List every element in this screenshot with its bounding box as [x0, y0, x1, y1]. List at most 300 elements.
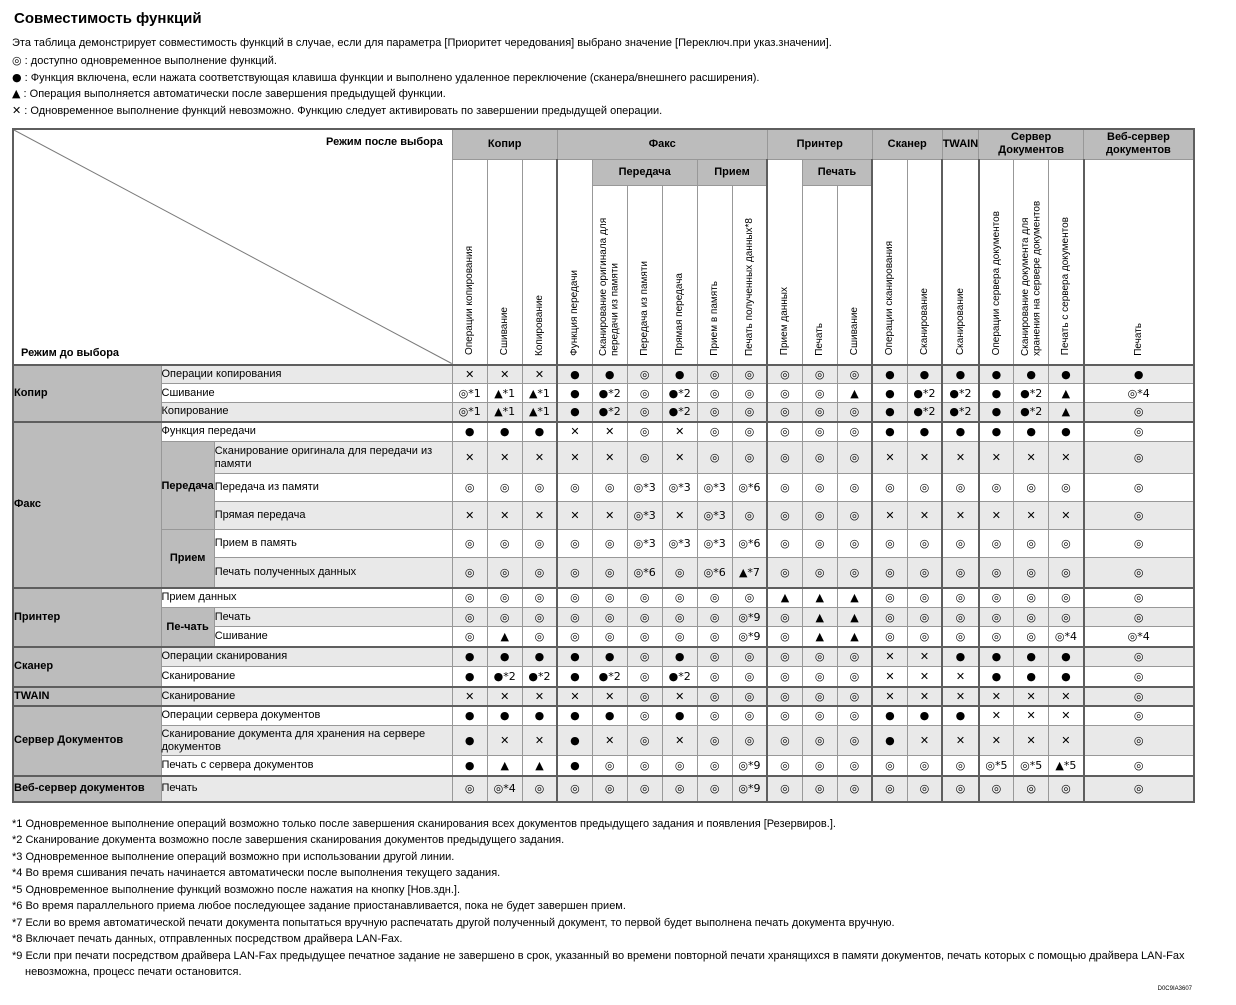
matrix-cell: ◎	[557, 627, 592, 647]
matrix-cell: ◎	[662, 756, 697, 776]
matrix-cell: ◎	[697, 627, 732, 647]
matrix-cell: ●	[452, 726, 487, 756]
matrix-cell: ●	[522, 422, 557, 442]
matrix-cell: ✕	[979, 687, 1014, 706]
matrix-cell: ◎	[662, 776, 697, 802]
matrix-cell: ◎	[1049, 588, 1084, 608]
matrix-cell: ✕	[1049, 502, 1084, 530]
matrix-cell: ◎	[732, 687, 767, 706]
matrix-cell: ◎	[627, 403, 662, 422]
matrix-cell: ✕	[1049, 442, 1084, 474]
matrix-cell: ◎	[907, 627, 942, 647]
matrix-cell: ●*2	[522, 667, 557, 687]
matrix-cell: ◎	[452, 776, 487, 802]
matrix-cell: ▲	[487, 627, 522, 647]
table-row	[13, 726, 1194, 756]
matrix-cell: ◎	[767, 776, 802, 802]
matrix-cell: ●	[557, 726, 592, 756]
matrix-cell: ◎	[522, 627, 557, 647]
matrix-cell: ◎*4	[487, 776, 522, 802]
legend-separator: :	[21, 71, 31, 84]
matrix-cell: ✕	[1014, 687, 1049, 706]
matrix-cell: ◎	[837, 365, 872, 384]
legend	[12, 53, 1226, 119]
matrix-cell: ◎	[837, 647, 872, 667]
matrix-cell: ●	[942, 365, 978, 384]
matrix-cell: ◎	[627, 627, 662, 647]
legend-symbol: ◎	[12, 54, 22, 67]
matrix-cell: ◎	[767, 474, 802, 502]
column-label	[452, 159, 487, 365]
table-row	[13, 365, 1194, 384]
matrix-cell: ✕	[522, 687, 557, 706]
row-label: Операции копирования	[161, 365, 452, 384]
column-label-text: Печать	[1132, 322, 1144, 356]
table-header	[13, 129, 1194, 365]
legend-separator: :	[21, 55, 31, 67]
matrix-cell: ◎	[697, 647, 732, 667]
matrix-cell: ✕	[487, 502, 522, 530]
matrix-cell: ✕	[1014, 502, 1049, 530]
matrix-cell: ◎	[907, 474, 942, 502]
matrix-cell: ▲*1	[487, 384, 522, 403]
matrix-cell: ◎	[557, 776, 592, 802]
row-label: Копирование	[161, 403, 452, 422]
legend-item	[12, 53, 1226, 70]
column-group-header: Сканер	[872, 129, 942, 159]
matrix-cell: ◎	[872, 627, 907, 647]
row-label: Прямая передача	[214, 502, 452, 530]
column-label-text: Прием данных	[779, 287, 791, 356]
matrix-cell: ◎	[979, 608, 1014, 627]
matrix-cell: ◎	[1049, 558, 1084, 588]
matrix-cell: ▲	[802, 627, 837, 647]
footnote-item: *4 Во время сшивания печать начинается автоматически после выполнения текущего задания.	[12, 867, 501, 879]
matrix-cell: ◎	[627, 442, 662, 474]
matrix-cell: ●	[592, 365, 627, 384]
matrix-cell: ◎	[802, 756, 837, 776]
matrix-cell: ✕	[452, 442, 487, 474]
row-label: Печать с сервера документов	[161, 756, 452, 776]
column-label	[627, 185, 662, 365]
matrix-cell: ◎	[802, 384, 837, 403]
column-label	[1014, 159, 1049, 365]
matrix-cell: ◎	[697, 403, 732, 422]
matrix-cell: ◎	[627, 608, 662, 627]
column-label	[487, 159, 522, 365]
matrix-cell: ◎	[1084, 726, 1194, 756]
matrix-cell: ◎	[1084, 422, 1194, 442]
matrix-cell: ●	[1014, 667, 1049, 687]
row-label: Сшивание	[161, 384, 452, 403]
matrix-cell: ◎	[732, 706, 767, 726]
header-row-groups	[13, 129, 1194, 159]
matrix-cell: ◎	[592, 474, 627, 502]
matrix-cell: ●*2	[592, 403, 627, 422]
column-group-header: TWAIN	[942, 129, 978, 159]
matrix-cell: ▲	[1049, 403, 1084, 422]
matrix-cell: ◎	[837, 726, 872, 756]
matrix-cell: ●*2	[907, 403, 942, 422]
column-label-text: Передача из памяти	[638, 260, 650, 356]
matrix-cell: ◎	[662, 627, 697, 647]
matrix-cell: ●	[452, 756, 487, 776]
matrix-cell: ◎	[979, 474, 1014, 502]
column-label	[662, 185, 697, 365]
matrix-cell: ✕	[487, 726, 522, 756]
matrix-cell: ✕	[557, 687, 592, 706]
matrix-cell: ◎	[802, 365, 837, 384]
matrix-cell: ◎	[837, 706, 872, 726]
matrix-cell: ✕	[557, 502, 592, 530]
matrix-cell: ◎	[1049, 776, 1084, 802]
matrix-cell: ◎*9	[732, 776, 767, 802]
matrix-cell: ◎	[767, 442, 802, 474]
matrix-cell: ◎	[592, 608, 627, 627]
matrix-cell: ✕	[522, 365, 557, 384]
matrix-cell: ◎*6	[732, 530, 767, 558]
row-group-header: Сервер Документов	[13, 706, 161, 776]
column-label-text: Сшивание	[848, 307, 860, 356]
matrix-cell: ◎	[872, 756, 907, 776]
row-label: Печать полученных данных	[214, 558, 452, 588]
matrix-cell: ◎	[802, 726, 837, 756]
matrix-cell: ▲	[837, 588, 872, 608]
corner-top-label: Режим после выбора	[326, 136, 443, 148]
column-group-header: Копир	[452, 129, 557, 159]
column-group-header: Веб-сервер документов	[1084, 129, 1194, 159]
page-title: Совместимость функций	[14, 10, 202, 27]
matrix-cell: ✕	[1014, 442, 1049, 474]
matrix-cell: ◎	[942, 558, 978, 588]
matrix-cell: ✕	[979, 706, 1014, 726]
matrix-cell: ✕	[522, 502, 557, 530]
column-label	[942, 159, 978, 365]
matrix-cell: ◎	[802, 687, 837, 706]
legend-item	[12, 70, 1226, 87]
matrix-cell: ●*2	[907, 384, 942, 403]
matrix-cell: ◎	[627, 756, 662, 776]
matrix-cell: ◎	[1084, 608, 1194, 627]
matrix-cell: ●	[872, 384, 907, 403]
table-row	[13, 687, 1194, 706]
matrix-cell: ●	[592, 647, 627, 667]
column-label	[802, 185, 837, 365]
column-label-text: Сшивание	[498, 307, 510, 356]
matrix-cell: ◎	[837, 667, 872, 687]
matrix-cell: ◎	[1014, 608, 1049, 627]
matrix-cell: ◎	[697, 726, 732, 756]
matrix-cell: ✕	[872, 647, 907, 667]
matrix-cell: ●	[907, 706, 942, 726]
matrix-cell: ●	[979, 647, 1014, 667]
matrix-cell: ✕	[662, 687, 697, 706]
matrix-cell: ◎	[802, 442, 837, 474]
matrix-cell: ●	[1014, 422, 1049, 442]
matrix-cell: ◎	[592, 776, 627, 802]
matrix-cell: ◎	[627, 687, 662, 706]
matrix-cell: ●	[872, 403, 907, 422]
row-group-header: Сканер	[13, 647, 161, 687]
matrix-cell: ◎	[767, 530, 802, 558]
matrix-cell: ◎*3	[697, 530, 732, 558]
table-row	[13, 530, 1194, 558]
matrix-cell: ◎	[1049, 530, 1084, 558]
matrix-cell: ▲	[837, 627, 872, 647]
matrix-cell: ✕	[907, 502, 942, 530]
matrix-cell: ◎	[627, 647, 662, 667]
matrix-cell: ◎	[942, 627, 978, 647]
matrix-cell: ✕	[522, 726, 557, 756]
footnote-item: *9 Если при печати посредством драйвера LAN-Fax предыдущее печатное задание не завершено в срок, указанный во времени повторной печати хранящихся в памяти документов, печать которых с помощью драйвера LAN-Fax невозможна, процесс печати остановится.	[12, 949, 1185, 978]
matrix-cell: ●*2	[942, 403, 978, 422]
matrix-cell: ◎	[1014, 474, 1049, 502]
legend-symbol: ▲	[12, 87, 21, 100]
matrix-cell: ●	[662, 365, 697, 384]
legend-symbol: ●	[12, 70, 22, 84]
table-row	[13, 384, 1194, 403]
matrix-cell: ◎	[767, 726, 802, 756]
matrix-cell: ◎	[942, 608, 978, 627]
matrix-cell: ◎	[1084, 667, 1194, 687]
matrix-cell: ◎	[837, 558, 872, 588]
matrix-cell: ✕	[487, 442, 522, 474]
matrix-cell: ◎*5	[979, 756, 1014, 776]
matrix-cell: ◎*4	[1049, 627, 1084, 647]
matrix-cell: ◎	[732, 667, 767, 687]
matrix-cell: ✕	[872, 442, 907, 474]
matrix-cell: ✕	[592, 502, 627, 530]
matrix-cell: ◎	[522, 558, 557, 588]
row-group-header: Веб-сервер документов	[13, 776, 161, 802]
matrix-cell: ◎*9	[732, 627, 767, 647]
matrix-cell: ✕	[1049, 687, 1084, 706]
matrix-cell: ◎	[837, 502, 872, 530]
legend-item	[12, 86, 1226, 103]
matrix-cell: ◎	[767, 608, 802, 627]
matrix-cell: ✕	[1014, 726, 1049, 756]
matrix-cell: ◎	[487, 530, 522, 558]
matrix-cell: ◎	[1084, 647, 1194, 667]
row-label: Прием в память	[214, 530, 452, 558]
matrix-cell: ✕	[662, 502, 697, 530]
matrix-cell: ●	[592, 706, 627, 726]
matrix-cell: ◎	[627, 706, 662, 726]
matrix-cell: ◎*9	[732, 756, 767, 776]
matrix-cell: ●	[1049, 365, 1084, 384]
column-label	[837, 185, 872, 365]
matrix-cell: ◎*6	[732, 474, 767, 502]
matrix-cell: ◎	[767, 422, 802, 442]
matrix-cell: ◎	[697, 608, 732, 627]
matrix-cell: ◎	[872, 608, 907, 627]
matrix-cell: ●	[557, 365, 592, 384]
matrix-cell: ◎*3	[697, 474, 732, 502]
row-label: Операции сканирования	[161, 647, 452, 667]
table-body	[13, 365, 1194, 802]
row-label: Печать	[214, 608, 452, 627]
matrix-cell: ●*2	[592, 667, 627, 687]
matrix-cell: ▲*1	[487, 403, 522, 422]
matrix-cell: ◎	[872, 558, 907, 588]
matrix-cell: ●	[522, 647, 557, 667]
matrix-cell: ◎	[487, 608, 522, 627]
matrix-cell: ◎*9	[732, 608, 767, 627]
matrix-cell: ●	[487, 706, 522, 726]
matrix-cell: ●	[979, 384, 1014, 403]
matrix-cell: ✕	[872, 502, 907, 530]
matrix-cell: ▲	[802, 588, 837, 608]
matrix-cell: ✕	[662, 422, 697, 442]
matrix-cell: ✕	[872, 687, 907, 706]
matrix-cell: ●	[979, 667, 1014, 687]
compatibility-matrix	[12, 128, 1226, 803]
matrix-cell: ◎	[557, 558, 592, 588]
matrix-cell: ●	[1084, 365, 1194, 384]
matrix-cell: ◎	[522, 474, 557, 502]
matrix-cell: ●*2	[1014, 384, 1049, 403]
row-group-header: Принтер	[13, 588, 161, 647]
matrix-cell: ◎	[627, 365, 662, 384]
matrix-cell: ◎	[942, 588, 978, 608]
matrix-cell: ◎	[979, 776, 1014, 802]
matrix-cell: ◎	[732, 403, 767, 422]
footnote-item: *5 Одновременное выполнение функций возможно после нажатия на кнопку [Нов.здн.].	[12, 883, 461, 896]
matrix-cell: ●	[557, 706, 592, 726]
matrix-cell: ◎	[837, 474, 872, 502]
matrix-cell: ◎	[767, 647, 802, 667]
column-label	[592, 185, 627, 365]
matrix-cell: ✕	[907, 726, 942, 756]
matrix-cell: ◎*3	[627, 474, 662, 502]
matrix-cell: ◎	[697, 422, 732, 442]
matrix-cell: ◎	[592, 627, 627, 647]
matrix-cell: ◎	[452, 474, 487, 502]
corner-cell	[13, 129, 452, 365]
table-row	[13, 706, 1194, 726]
document-code: D0C9IA3607	[1157, 986, 1192, 992]
matrix-cell: ◎	[802, 530, 837, 558]
column-label	[1049, 159, 1084, 365]
matrix-cell: ●	[979, 365, 1014, 384]
matrix-cell: ✕	[592, 442, 627, 474]
matrix-cell: ◎*3	[662, 474, 697, 502]
footnote-item: *1 Одновременное выполнение операций возможно только после завершения сканирования всех документов предыдущего задания и появления [Резервиров.].	[12, 817, 836, 830]
matrix-cell: ◎	[732, 442, 767, 474]
matrix-cell: ◎	[979, 588, 1014, 608]
matrix-cell: ◎*3	[662, 530, 697, 558]
matrix-cell: ✕	[942, 502, 978, 530]
row-label: Сканирование	[161, 687, 452, 706]
column-label-text: Операции копирования	[463, 246, 475, 356]
column-label-text: Сканирование	[918, 288, 930, 356]
legend-symbol: ✕	[12, 103, 22, 117]
row-group-header: Факс	[13, 422, 161, 588]
matrix-cell: ◎	[802, 706, 837, 726]
table-row	[13, 442, 1194, 474]
matrix-cell: ◎	[837, 422, 872, 442]
matrix-cell: ◎*6	[627, 558, 662, 588]
matrix-cell: ◎	[979, 558, 1014, 588]
matrix-cell: ◎	[767, 706, 802, 726]
matrix-cell: ◎	[732, 502, 767, 530]
matrix-cell: ●	[557, 403, 592, 422]
row-label: Передача из памяти	[214, 474, 452, 502]
matrix-cell: ✕	[592, 726, 627, 756]
matrix-cell: ●	[487, 647, 522, 667]
matrix-cell: ✕	[942, 726, 978, 756]
matrix-cell: ◎	[487, 558, 522, 588]
matrix-cell: ◎	[697, 667, 732, 687]
matrix-cell: ●*2	[487, 667, 522, 687]
matrix-cell: ◎*1	[452, 403, 487, 422]
table-row	[13, 776, 1194, 802]
matrix-cell: ◎	[1084, 706, 1194, 726]
matrix-cell: ●	[942, 422, 978, 442]
matrix-cell: ✕	[452, 687, 487, 706]
matrix-cell: ◎	[697, 384, 732, 403]
matrix-cell: ●*2	[662, 384, 697, 403]
row-subgroup-header: Пе-чать	[161, 608, 214, 647]
matrix-cell: ●	[872, 422, 907, 442]
diagonal-line	[14, 130, 452, 364]
matrix-cell: ◎	[452, 530, 487, 558]
matrix-cell: ◎	[907, 608, 942, 627]
matrix-cell: ●	[907, 365, 942, 384]
row-label: Сканирование	[161, 667, 452, 687]
matrix-cell: ✕	[907, 442, 942, 474]
matrix-cell: ✕	[942, 442, 978, 474]
column-label-text: Прием в память	[708, 280, 720, 356]
matrix-cell: ◎	[697, 365, 732, 384]
matrix-cell: ◎	[1049, 474, 1084, 502]
matrix-cell: ◎	[979, 627, 1014, 647]
matrix-cell: ◎	[662, 558, 697, 588]
matrix-cell: ✕	[979, 442, 1014, 474]
matrix-cell: ●	[487, 422, 522, 442]
matrix-cell: ✕	[1014, 706, 1049, 726]
matrix-cell: ▲*7	[732, 558, 767, 588]
row-group-header: Копир	[13, 365, 161, 422]
matrix-cell: ●*2	[592, 384, 627, 403]
matrix-cell: ◎	[802, 502, 837, 530]
footnote-item: *3 Одновременное выполнение операций возможно при использовании другой линии.	[12, 850, 455, 863]
column-label-text: Операции сервера документов	[990, 211, 1002, 356]
matrix-cell: ◎	[732, 647, 767, 667]
column-label	[732, 185, 767, 365]
matrix-cell: ▲*1	[522, 384, 557, 403]
matrix-cell: ●	[872, 365, 907, 384]
matrix-cell: ◎	[732, 588, 767, 608]
matrix-cell: ◎	[1084, 403, 1194, 422]
matrix-cell: ◎*6	[697, 558, 732, 588]
matrix-cell: ◎	[697, 756, 732, 776]
matrix-cell: ●	[1049, 647, 1084, 667]
matrix-cell: ◎	[872, 474, 907, 502]
matrix-cell: ◎	[872, 588, 907, 608]
compatibility-table	[12, 128, 1195, 803]
matrix-cell: ◎	[767, 384, 802, 403]
matrix-cell: ◎	[942, 756, 978, 776]
matrix-cell: ◎	[1084, 502, 1194, 530]
column-label-text: Сканирование оригинала для передачи из памяти	[598, 217, 621, 356]
matrix-cell: ◎	[1049, 608, 1084, 627]
matrix-cell: ◎	[1014, 588, 1049, 608]
matrix-cell: ▲	[767, 588, 802, 608]
matrix-cell: ◎	[1084, 776, 1194, 802]
matrix-cell: ◎	[802, 647, 837, 667]
matrix-cell: ✕	[907, 687, 942, 706]
